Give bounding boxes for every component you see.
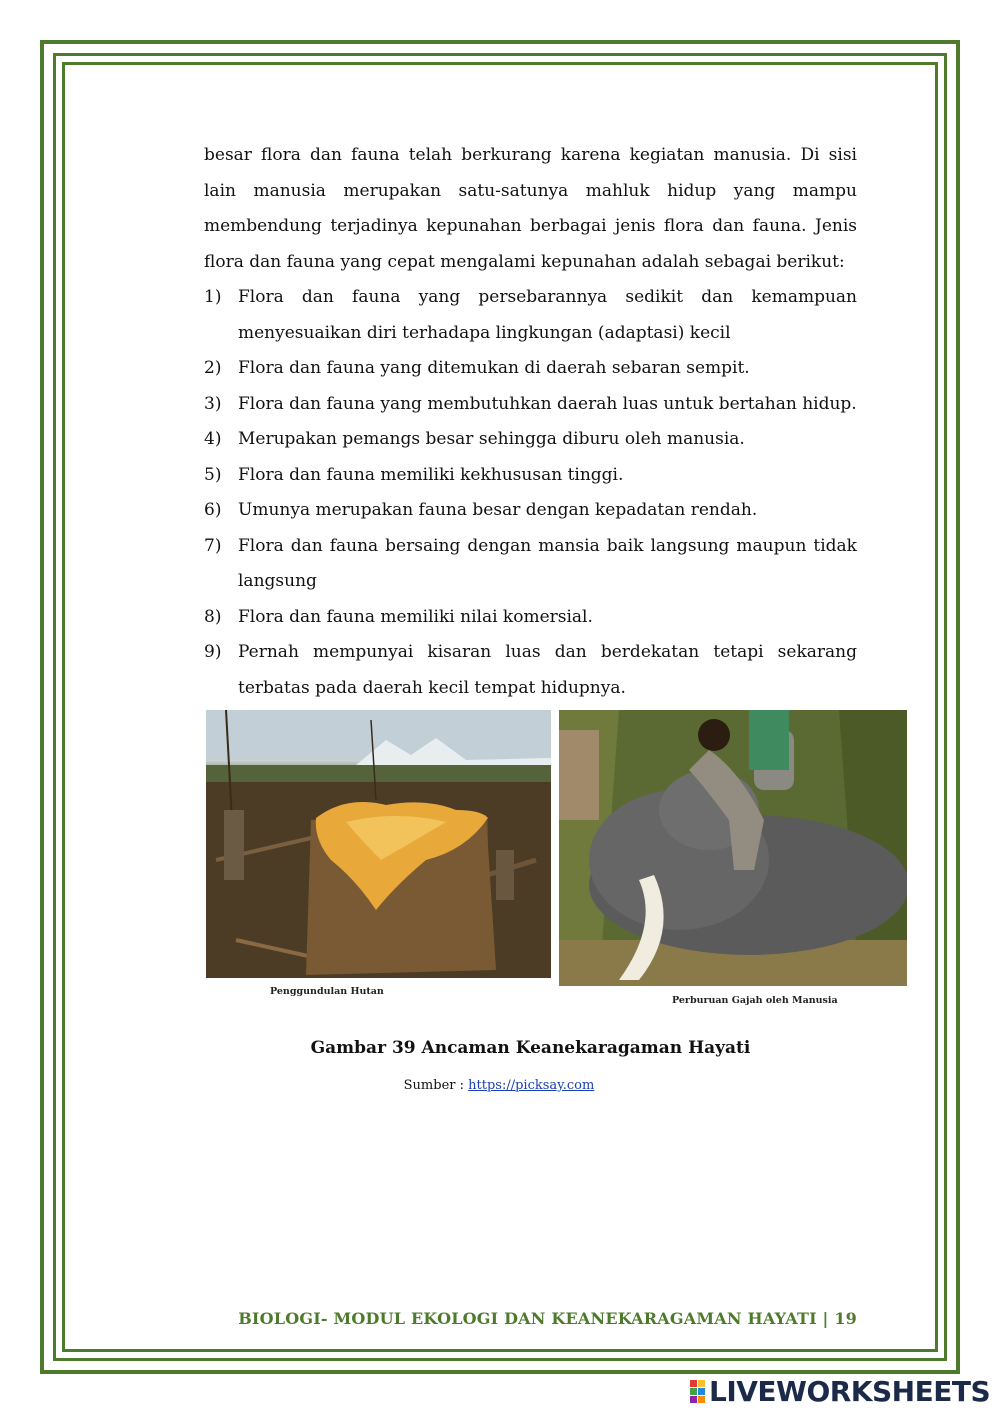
deforestation-photo: [206, 710, 551, 978]
list-item: 1) Flora dan fauna yang persebarannya sedikit dan kemampuan menyesuaikan diri terhadapa lingkungan (adaptasi) kecil: [204, 287, 857, 343]
extinction-list: [204, 280, 857, 706]
page-footer: BIOLOGI- MODUL EKOLOGI DAN KEANEKARAGAMAN HAYATI | 19: [238, 1309, 857, 1328]
logo-text: LIVEWORKSHEETS: [709, 1374, 991, 1408]
list-item: 5) Flora dan fauna memiliki kekhususan tinggi.: [204, 464, 624, 485]
list-item: 7) Flora dan fauna bersaing dengan mansia baik langsung maupun tidak langsung: [204, 535, 857, 591]
source-link[interactable]: https://picksay.com: [468, 1078, 595, 1093]
list-item: 8) Flora dan fauna memiliki nilai komersial.: [204, 606, 593, 627]
source-label: Sumber :: [403, 1078, 469, 1093]
list-item: 4) Merupakan pemangs besar sehingga diburu oleh manusia.: [204, 429, 745, 449]
list-item: 3) Flora dan fauna yang membutuhkan daerah luas untuk bertahan hidup.: [204, 393, 857, 414]
figure-title: Gambar 39 Ancaman Keanekaragaman Hayati: [310, 1038, 751, 1058]
elephant-caption: Perburuan Gajah oleh Manusia: [672, 995, 838, 1006]
elephant-poaching-photo: [559, 710, 907, 986]
list-item: 9) Pernah mempunyai kisaran luas dan berdekatan tetapi sekarang terbatas pada daerah kecil tempat hidupnya.: [204, 642, 857, 698]
logo-icon: [690, 1380, 705, 1403]
list-item: 2) Flora dan fauna yang ditemukan di daerah sebaran sempit.: [204, 358, 750, 378]
elephant-illustration: [559, 710, 907, 986]
deforestation-caption: Penggundulan Hutan: [270, 986, 384, 997]
deforestation-illustration: [206, 710, 551, 978]
list-item: 6) Umunya merupakan fauna besar dengan kepadatan rendah.: [204, 500, 758, 520]
intro-paragraph: besar flora dan fauna telah berkurang karena kegiatan manusia. Di sisi lain manusia merupakan satu-satunya mahluk hidup yang mampu membendung terjadinya kepunahan berbagai jenis flora dan fauna. Jenis flora dan fauna yang cepat mengalami kepunahan adalah sebagai berikut:: [204, 145, 857, 272]
figure-source: [204, 1078, 794, 1093]
liveworksheets-logo: [690, 1374, 990, 1408]
body-text: [204, 138, 857, 706]
